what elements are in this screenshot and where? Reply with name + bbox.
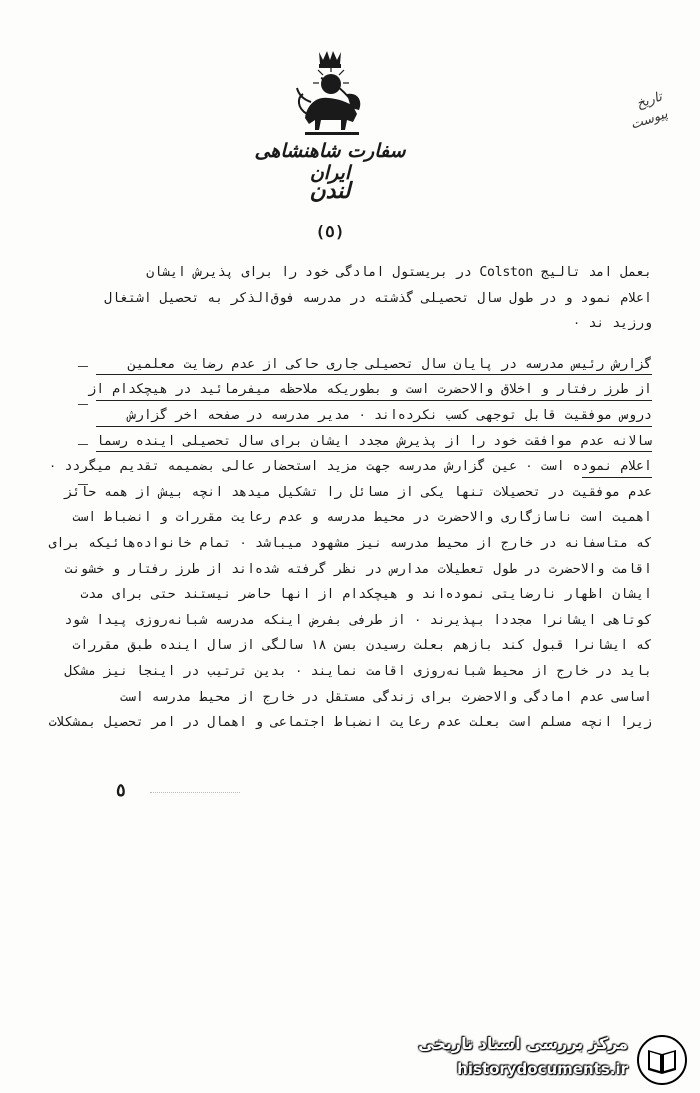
watermark-url: historydocuments.ir xyxy=(457,1060,628,1078)
underlined-text-line: سالانه عدم موافقت خود را از پذیرش مجدد ایشان برای سال تحصیلی اینده رسما xyxy=(96,429,652,455)
footer-numeral: ٥ xyxy=(116,780,126,801)
city-name: لندن xyxy=(309,178,351,204)
text-line: که ایشانرا قبول کند بازهم بعلت رسیدن بسن ١٨ سالگی از سال اینده طبق مقررات xyxy=(72,638,652,654)
underlined-text-line: از طرز رفتار و اخلاق والاحضرت است و بطوریکه ملاحظه میفرمائید در هیچکدام از xyxy=(96,377,652,403)
embassy-name: سفارت شاهنشاهی ایران xyxy=(254,140,406,184)
text-line: اساسی عدم امادگی والاحضرت برای زندگی مستقل در خارج از محیط مدرسه است xyxy=(120,689,652,705)
text-line: عدم موفقیت در تحصیلات تنها یکی از مسائل را تشکیل میدهد انچه بیش از همه حائز xyxy=(64,484,652,500)
margin-mark xyxy=(78,366,88,367)
watermark-title: مرکز بررسی اسناد تاریخی xyxy=(418,1034,628,1053)
text-line: زیرا انچه مسلم است بعلت عدم رعایت انضباط اجتماعی و اهمال در امر تحصیل بمشکلات xyxy=(48,715,652,731)
text-line: که متاسفانه در خارج از محیط مدرسه نیز مشهود میباشد ٠ تمام خانواده‌هائیکه برای xyxy=(48,535,652,551)
page-number: (٥) xyxy=(315,222,345,241)
lion-and-sun-emblem xyxy=(291,48,369,140)
text-line: اقامت والاحضرت در طول تعطیلات مدارس در نظر گرفته شده‌اند از طرز رفتار و خشونت xyxy=(64,561,652,577)
text-line: ورزید ند ٠ xyxy=(572,316,652,332)
margin-mark xyxy=(78,444,88,445)
margin-mark xyxy=(78,484,88,485)
letter-body xyxy=(48,260,652,736)
margin-note xyxy=(592,89,677,168)
text-line: کوتاهی ایشانرا مجددا بپذیرند ٠ از طرفی بفرض اینکه مدرسه شبانه‌روزی پیدا شود xyxy=(64,612,652,628)
book-logo-icon xyxy=(636,1034,688,1086)
smudge xyxy=(150,792,240,799)
text-line: اعلام نمود و در طول سال تحصیلی گذشته در مدرسه فوق‌الذکر به تحصیل اشتغال xyxy=(104,290,652,306)
margin-mark xyxy=(78,404,88,405)
underlined-text-line: گزارش رئیس مدرسه در پایان سال تحصیلی جاری حاکی از عدم رضایت معلمین xyxy=(96,352,652,378)
margin-note-attachment: پیوست xyxy=(628,106,670,133)
text-line: باید در خارج از محیط شبانه‌روزی اقامت نمایند ٠ بدین ترتیب در اینجا نیز مشکل xyxy=(64,663,652,679)
watermark xyxy=(388,1032,688,1088)
margin-marks xyxy=(78,360,92,500)
text-line: اعلام نموده است ٠ عین گزارش مدرسه جهت مزید استحضار عالی بضمیمه تقدیم میگردد ٠ xyxy=(96,454,652,480)
text-line: بعمل امد تالیج Colston در بریستول امادگی خود را برای پذیرش ایشان xyxy=(146,265,652,280)
text-line: اهمیت است ناسازگاری والاحضرت در محیط مدرسه و عدم رعایت مقررات و انضباط است xyxy=(72,510,652,526)
underlined-text-line: دروس موفقیت قابل توجهی کسب نکرده‌اند ٠ مدیر مدرسه در صفحه اخر گزارش xyxy=(96,403,652,429)
margin-note-date: تاریخ xyxy=(634,89,664,112)
text-line: ایشان اظهار نارضایتی نموده‌اند و هیچکدام از انها حاضر نیستند حتی برای مدت xyxy=(80,587,652,603)
